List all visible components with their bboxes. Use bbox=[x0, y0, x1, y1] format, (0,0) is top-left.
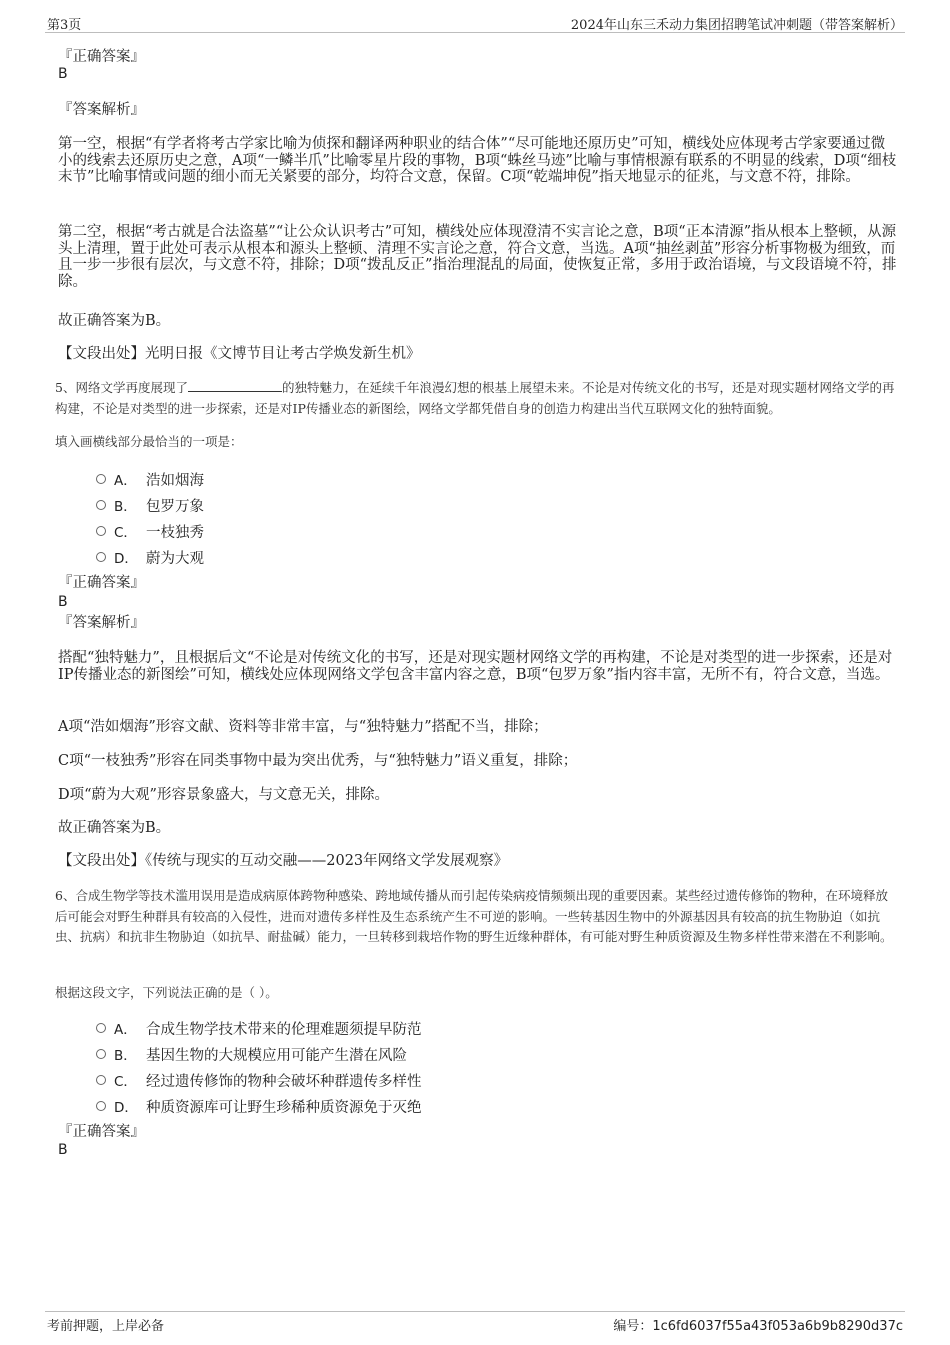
analysis-paragraph: 第二空，根据“考古就是合法盗墓”“让公众认识考古”可知，横线处应体现澄清不实言论之意，B项“正本清源”指从根本上整顿，从源头上清理，置于此处可表示从根本和源头上整顿、清理不实言论之意，符合文意，当选。A项“抽丝剥茧”形容分析事物极为细致，而且一步一步很有层次，与文意不符，排除；D项“拨乱反正”指治理混乱的局面，使恢复正常，多用于政治语境，与文段语境不符，排除。 bbox=[58, 224, 897, 290]
radio-icon[interactable] bbox=[96, 526, 106, 536]
analysis-label: 『答案解析』 bbox=[58, 102, 145, 118]
correct-answer: B bbox=[58, 1142, 68, 1158]
correct-answer: B bbox=[58, 66, 68, 82]
radio-icon[interactable] bbox=[96, 1101, 106, 1111]
analysis-paragraph: 第一空，根据“有学者将考古学家比喻为侦探和翻译两种职业的结合体”“尽可能地还原历史”可知，横线处应体现考古学家要通过微小的线索去还原历史之意，A项“一鳞半爪”比喻零星片段的事物，B项“蛛丝马迹”比喻与事情根源有联系的不明显的线索，D项“细枝末节”比喻事情或问题的细小而无关紧要的部分，均符合文意，保留。C项“乾端坤倪”指天地显示的征兆，与文意不符，排除。 bbox=[58, 136, 897, 185]
conclusion: 故正确答案为B。 bbox=[58, 313, 171, 329]
page-number: 第3页 bbox=[47, 18, 82, 33]
analysis-paragraph: 搭配“独特魅力”，且根据后文“不论是对传统文化的书写，还是对现实题材网络文学的再构建，不论是对类型的进一步探索，还是对IP传播业态的新图绘”可知，横线处应体现网络文学包含丰富内容之意，B项“包罗万象”指内容丰富，无所不有，符合文意，当选。 bbox=[58, 650, 893, 683]
page-header bbox=[45, 14, 905, 33]
fill-blank bbox=[188, 378, 282, 392]
radio-icon[interactable] bbox=[96, 1049, 106, 1059]
footer-slogan: 考前押题，上岸必备 bbox=[47, 1319, 165, 1334]
radio-icon[interactable] bbox=[96, 1023, 106, 1033]
answer-label: 『正确答案』 bbox=[58, 49, 145, 65]
answer-label: 『正确答案』 bbox=[58, 575, 145, 591]
question-stem: 5、网络文学再度展现了 的独特魅力，在延续千年浪漫幻想的根基上展望未来。不论是对传统文化的书写，还是对现实题材网络文学的再构建，不论是对类型的进一步探索，还是对IP传播业态的新图绘，网络文学都凭借自身的创造力构建出当代互联网文化的独特面貌。 bbox=[55, 380, 895, 416]
document-code: 编号：1c6fd6037f55a43f053a6b9b8290d37c bbox=[613, 1319, 903, 1334]
analysis-option-a: A项“浩如烟海”形容文献、资料等非常丰富，与“独特魅力”搭配不当，排除； bbox=[58, 719, 548, 735]
question-prompt: 根据这段文字，下列说法正确的是（ ）。 bbox=[55, 985, 278, 1000]
analysis-option-d: D项“蔚为大观”形容景象盛大，与文意无关，排除。 bbox=[58, 787, 389, 803]
radio-icon[interactable] bbox=[96, 552, 106, 562]
radio-icon[interactable] bbox=[96, 1075, 106, 1085]
analysis-label: 『答案解析』 bbox=[58, 615, 145, 631]
conclusion: 故正确答案为B。 bbox=[58, 820, 171, 836]
document-title: 2024年山东三禾动力集团招聘笔试冲刺题（带答案解析） bbox=[570, 18, 903, 33]
question-stem: 6、合成生物学等技术滥用误用是造成病原体跨物种感染、跨地域传播从而引起传染病疫情频频出现的重要因素。某些经过遗传修饰的物种，在环境释放后可能会对野生种群具有较高的入侵性，进而对遗传多样性及生态系统产生不可逆的影响。一些转基因生物中的外源基因具有较高的抗生物胁迫（如抗虫、抗病）和抗非生物胁迫（如抗旱、耐盐碱）能力，一旦转移到栽培作物的野生近缘种群体，有可能对野生种质资源及生物多样性带来潜在不利影响。 bbox=[55, 888, 893, 944]
correct-answer: B bbox=[58, 594, 68, 610]
radio-icon[interactable] bbox=[96, 474, 106, 484]
page-footer bbox=[45, 1311, 905, 1336]
radio-icon[interactable] bbox=[96, 500, 106, 510]
question-prompt: 填入画横线部分最恰当的一项是： bbox=[55, 434, 243, 449]
source-note: 【文段出处】《传统与现实的互动交融——2023年网络文学发展观察》 bbox=[58, 853, 509, 869]
source-note: 【文段出处】光明日报《文博节目让考古学焕发新生机》 bbox=[58, 346, 421, 362]
analysis-option-c: C项“一枝独秀”形容在同类事物中最为突出优秀，与“独特魅力”语义重复，排除； bbox=[58, 753, 578, 769]
answer-label: 『正确答案』 bbox=[58, 1124, 145, 1140]
